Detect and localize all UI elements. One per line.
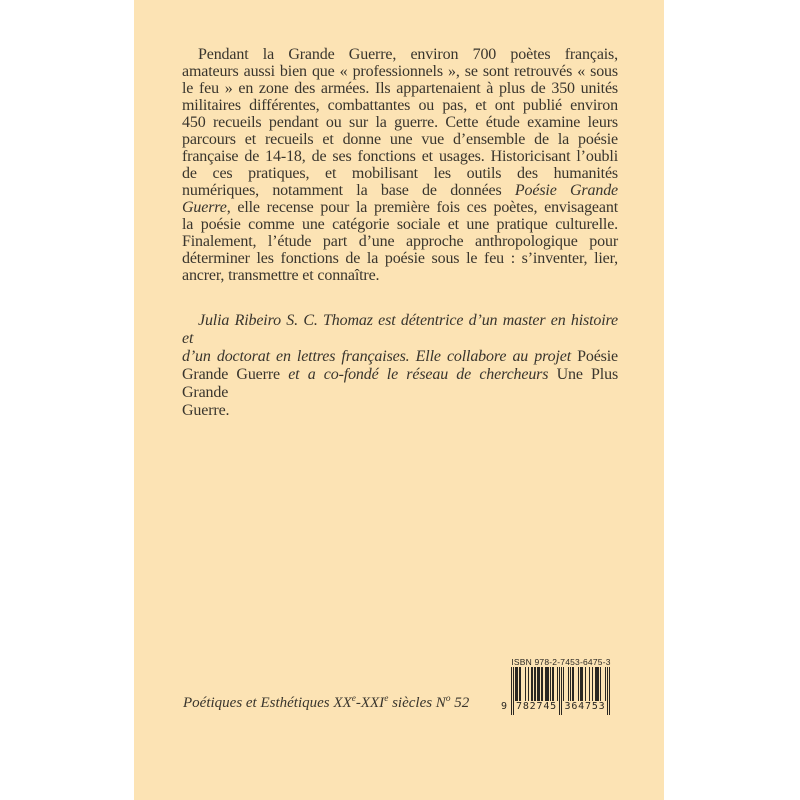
barcode-bar	[578, 667, 579, 701]
ean-digits-right: 364753	[564, 701, 606, 712]
text-line	[182, 114, 618, 131]
barcode-bar	[519, 667, 521, 701]
text-segment: Guerre.	[182, 402, 230, 419]
author-bio	[182, 312, 618, 420]
barcode-bar	[580, 667, 583, 701]
text-segment: numériques, notamment la base de données	[182, 182, 515, 199]
text-segment: Poésie	[577, 348, 618, 365]
text-line	[182, 80, 618, 97]
text-line	[182, 250, 618, 267]
text-segment: Poétiques et Esthétiques XX	[183, 695, 352, 711]
barcode-bar	[525, 667, 526, 701]
text-segment: déterminer les fonctions de la poésie sous le feu : s’inventer, lier,	[182, 250, 618, 267]
barcode-bar	[515, 667, 518, 701]
text-segment: française de 14-18, de ses fonctions et usages. Historicisant l’oubli	[182, 148, 618, 165]
text-line	[182, 233, 618, 250]
collection-series-label	[183, 695, 503, 712]
barcode-bar	[511, 667, 512, 715]
text-segment: d’un doctorat en lettres françaises. Elle collabore au projet	[182, 348, 578, 365]
text-line	[182, 216, 618, 233]
barcode-bar	[592, 667, 593, 701]
text-segment: de ces pratiques, et mobilisant les outils des humanités	[182, 165, 618, 182]
text-segment: -XXI	[355, 695, 385, 711]
text-segment: militaires différentes, combattantes ou pas, et ont publié environ	[182, 97, 618, 114]
ean-digit-first: 9	[501, 701, 508, 712]
barcode-bar	[570, 667, 571, 701]
text-segment: le feu » en zone des armées. Ils appartenaient à plus de 350 unités	[182, 80, 618, 97]
barcode-bar	[572, 667, 573, 701]
text-segment: Poésie Grande	[514, 182, 618, 199]
barcode-bar	[534, 667, 536, 701]
barcode-bar	[528, 667, 529, 701]
barcode-bar	[600, 667, 601, 701]
text-segment: , elle recense pour la première fois ces poètes, envisageant	[226, 199, 618, 216]
barcode-bar	[557, 667, 558, 701]
barcode-bar	[585, 667, 586, 701]
barcode-bar	[552, 667, 554, 701]
text-line	[182, 182, 618, 199]
text-segment: Pendant la Grande Guerre, environ 700 poètes français,	[198, 46, 618, 63]
text-line	[182, 402, 618, 420]
ean-digits-left: 782745	[516, 701, 557, 712]
barcode-bar	[589, 667, 590, 701]
text-line	[182, 165, 618, 182]
text-segment: 450 recueils pendant ou sur la guerre. Cette étude examine leurs	[182, 114, 618, 131]
barcode-bar	[531, 667, 533, 701]
text-line	[182, 46, 618, 63]
barcode-bar	[550, 667, 551, 701]
text-segment: e	[384, 694, 389, 704]
text-line	[182, 131, 618, 148]
isbn-label: ISBN 978-2-7453-6475-3	[511, 657, 611, 667]
text-line	[182, 348, 618, 366]
text-segment: Guerre	[182, 199, 227, 216]
text-segment: e	[351, 694, 356, 704]
text-line	[182, 97, 618, 114]
barcode-bar	[568, 667, 569, 701]
text-line	[182, 312, 618, 348]
text-segment: parcours et recueils et donne une vue d’ensemble de la poésie	[182, 131, 618, 148]
barcode-bar	[545, 667, 548, 701]
text-segment: Julia Ribeiro S. C. Thomaz est détentrice d’un master en histoire et	[182, 312, 618, 347]
text-segment: o	[445, 694, 451, 704]
barcode-bar	[609, 667, 610, 715]
barcode-bar	[595, 667, 598, 701]
text-segment: amateurs aussi bien que « professionnels », se sont retrouvés « sous	[182, 63, 618, 80]
barcode-bar	[559, 667, 560, 715]
back-cover-description	[182, 46, 618, 284]
book-back-cover	[134, 0, 664, 800]
text-segment: siècles N	[388, 695, 446, 711]
text-segment: 52	[450, 695, 470, 711]
text-line	[182, 63, 618, 80]
text-segment: la poésie comme une catégorie sociale et une pratique culturelle.	[182, 216, 618, 233]
barcode	[502, 657, 616, 719]
text-segment: Une Plus Grande	[182, 366, 619, 401]
barcode-bar	[563, 667, 564, 701]
text-line	[182, 199, 618, 216]
text-line	[182, 267, 618, 284]
text-segment: Finalement, l’étude part d’une approche anthropologique pour	[182, 233, 618, 250]
barcode-bar	[541, 667, 543, 701]
text-segment: ancrer, transmettre et connaître.	[182, 267, 380, 284]
text-segment: et a co-fondé le réseau de chercheurs	[288, 366, 557, 383]
text-line	[182, 148, 618, 165]
text-line	[182, 366, 618, 402]
barcode-bar	[537, 667, 540, 701]
text-segment: Grande Guerre	[182, 366, 289, 383]
barcode-bar	[605, 667, 606, 701]
